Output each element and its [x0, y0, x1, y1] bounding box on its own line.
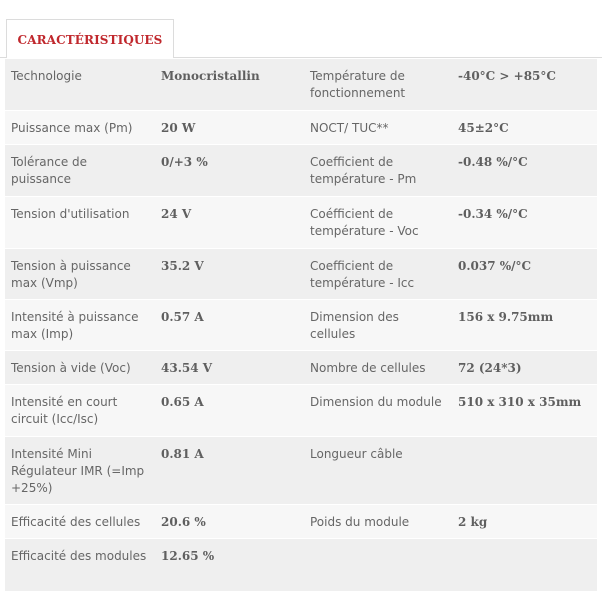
table-row	[5, 111, 597, 145]
spec-label: Nombre de cellules	[304, 351, 452, 385]
spec-label: Efficacité des cellules	[5, 505, 155, 539]
spec-value: 20 W	[155, 111, 304, 145]
spec-label: Tension d'utilisation	[5, 197, 155, 249]
spec-label: Puissance max (Pm)	[5, 111, 155, 145]
tab-bar	[0, 0, 602, 58]
spec-label: NOCT/ TUC**	[304, 111, 452, 145]
spec-label: Intensité Mini Régulateur IMR (=Imp +25%)	[5, 437, 155, 505]
spec-value: 12.65 %	[155, 539, 304, 591]
spec-label: Coéfficient de température - Voc	[304, 197, 452, 249]
table-row	[5, 197, 597, 249]
table-row	[5, 539, 597, 591]
spec-value: 43.54 V	[155, 351, 304, 385]
spec-value: 45±2°C	[452, 111, 597, 145]
table-row	[5, 59, 597, 111]
spec-label: Température de fonctionnement	[304, 59, 452, 111]
table-row	[5, 351, 597, 385]
spec-label: Dimension des cellules	[304, 300, 452, 351]
spec-label: Tension à puissance max (Vmp)	[5, 249, 155, 300]
spec-value: 2 kg	[452, 505, 597, 539]
spec-value: 35.2 V	[155, 249, 304, 300]
specs-table	[5, 58, 597, 591]
spec-value: Monocristallin	[155, 59, 304, 111]
table-row	[5, 145, 597, 197]
spec-value: 72 (24*3)	[452, 351, 597, 385]
spec-value: -40°C > +85°C	[452, 59, 597, 111]
spec-value: 510 x 310 x 35mm	[452, 385, 597, 437]
table-row	[5, 249, 597, 300]
spec-value: 0.81 A	[155, 437, 304, 505]
spec-label: Coefficient de température - Pm	[304, 145, 452, 197]
spec-label: Intensité en court circuit (Icc/Isc)	[5, 385, 155, 437]
table-row	[5, 385, 597, 437]
spec-value: 0.65 A	[155, 385, 304, 437]
spec-value: 24 V	[155, 197, 304, 249]
spec-label: Dimension du module	[304, 385, 452, 437]
spec-label	[304, 539, 452, 591]
table-row	[5, 300, 597, 351]
spec-value: 0.037 %/°C	[452, 249, 597, 300]
spec-label: Longueur câble	[304, 437, 452, 505]
spec-value: 0/+3 %	[155, 145, 304, 197]
table-row	[5, 505, 597, 539]
spec-label: Intensité à puissance max (Imp)	[5, 300, 155, 351]
spec-value: -0.48 %/°C	[452, 145, 597, 197]
spec-value: -0.34 %/°C	[452, 197, 597, 249]
spec-label: Efficacité des modules	[5, 539, 155, 591]
table-row	[5, 437, 597, 505]
spec-label: Poids du module	[304, 505, 452, 539]
spec-value: 20.6 %	[155, 505, 304, 539]
spec-label: Coefficient de température - Icc	[304, 249, 452, 300]
spec-label: Tolérance de puissance	[5, 145, 155, 197]
spec-label: Tension à vide (Voc)	[5, 351, 155, 385]
spec-label: Technologie	[5, 59, 155, 111]
spec-value: 156 x 9.75mm	[452, 300, 597, 351]
spec-value	[452, 539, 597, 591]
spec-value	[452, 437, 597, 505]
spec-value: 0.57 A	[155, 300, 304, 351]
tab-caracteristiques[interactable]: CARACTÉRISTIQUES	[6, 19, 174, 59]
